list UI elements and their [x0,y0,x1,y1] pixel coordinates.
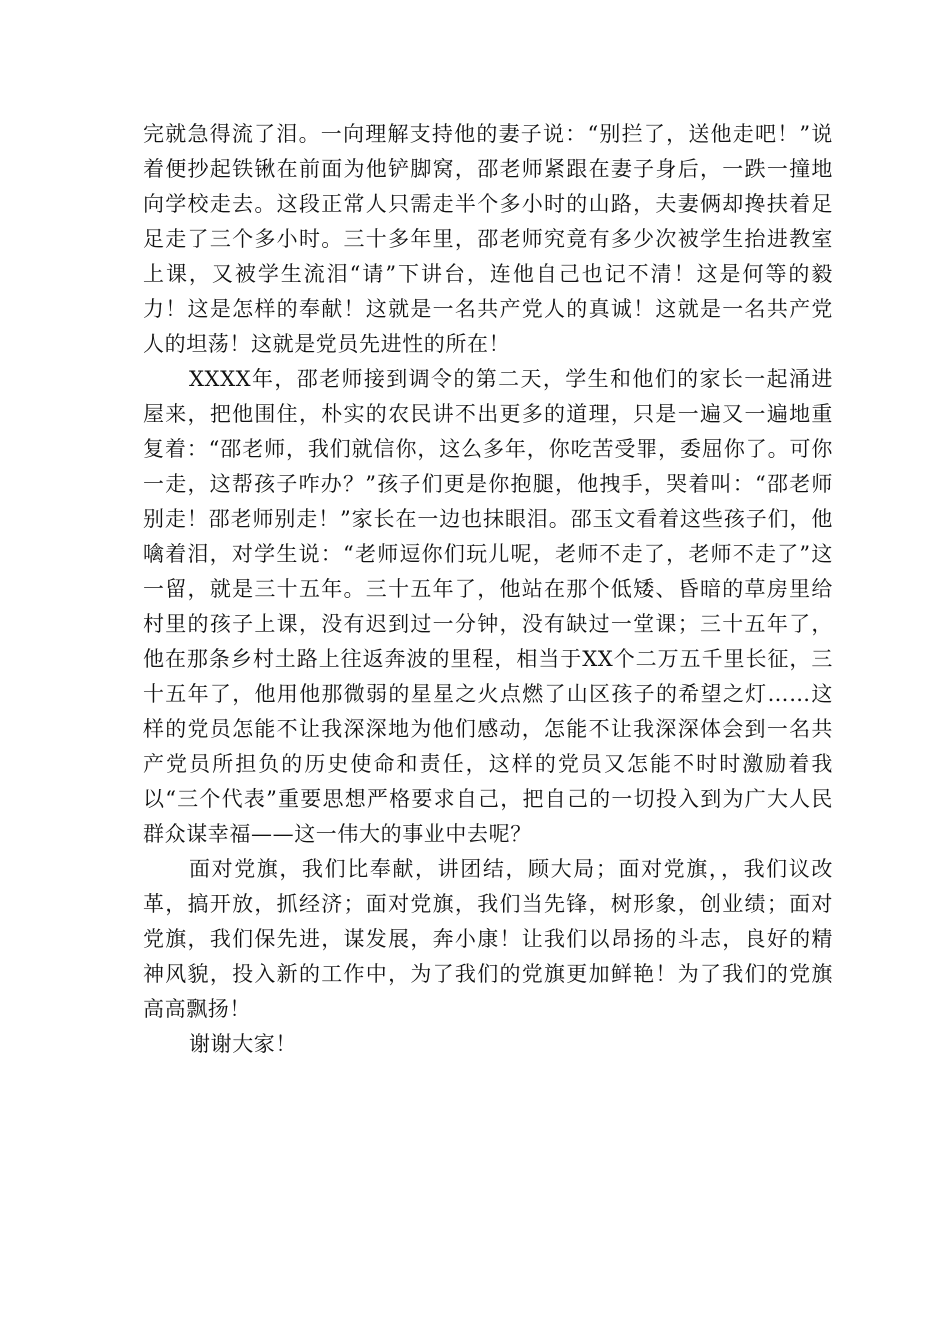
document-page [143,117,833,1062]
paragraph-1: 完就急得流了泪。一向理解支持他的妻子说：“别拦了，送他走吧！”说着便抄起铁锹在前面为他铲脚窝，邵老师紧跟在妻子身后，一跌一撞地向学校走去。这段正常人只需走半个多小时的山路，夫妻俩却搀扶着足足走了三个多小时。三十多年里，邵老师究竟有多少次被学生抬进教室上课，又被学生流泪“请”下讲台，连他自己也记不清！这是何等的毅力！这是怎样的奉献！这就是一名共产党人的真诚！这就是一名共产党人的坦荡！这就是党员先进性的所在！ [143,122,833,356]
paragraph-3: 面对党旗，我们比奉献，讲团结，顾大局；面对党旗，，我们议改革，搞开放，抓经济；面对党旗，我们当先锋，树形象，创业绩；面对党旗，我们保先进，谋发展，奔小康！让我们以昂扬的斗志，良好的精神风貌，投入新的工作中，为了我们的党旗更加鲜艳！为了我们的党旗高高飘扬！ [143,857,833,1021]
closing-line: 谢谢大家！ [189,1032,297,1056]
paragraph-2: XXXX年，邵老师接到调令的第二天，学生和他们的家长一起涌进屋来，把他围住，朴实的农民讲不出更多的道理，只是一遍又一遍地重复着：“邵老师，我们就信你，这么多年，你吃苦受罪，委屈你了。可你一走，这帮孩子咋办？”孩子们更是你抱腿，他拽手，哭着叫：“邵老师别走！邵老师别走！”家长在一边也抹眼泪。邵玉文看着这些孩子们，他噙着泪，对学生说：“老师逗你们玩儿呢，老师不走了，老师不走了”这一留，就是三十五年。三十五年了，他站在那个低矮、昏暗的草房里给村里的孩子上课，没有迟到过一分钟，没有缺过一堂课；三十五年了，他在那条乡村土路上往返奔波的里程，相当于XX个二万五千里长征，三十五年了，他用他那微弱的星星之火点燃了山区孩子的希望之灯……这样的党员怎能不让我深深地为他们感动，怎能不让我深深体会到一名共产党员所担负的历史使命和责任，这样的党员又怎能不时时激励着我以“三个代表”重要思想严格要求自己，把自己的一切投入到为广大人民群众谋幸福——这一伟大的事业中去呢？ [143,367,833,846]
